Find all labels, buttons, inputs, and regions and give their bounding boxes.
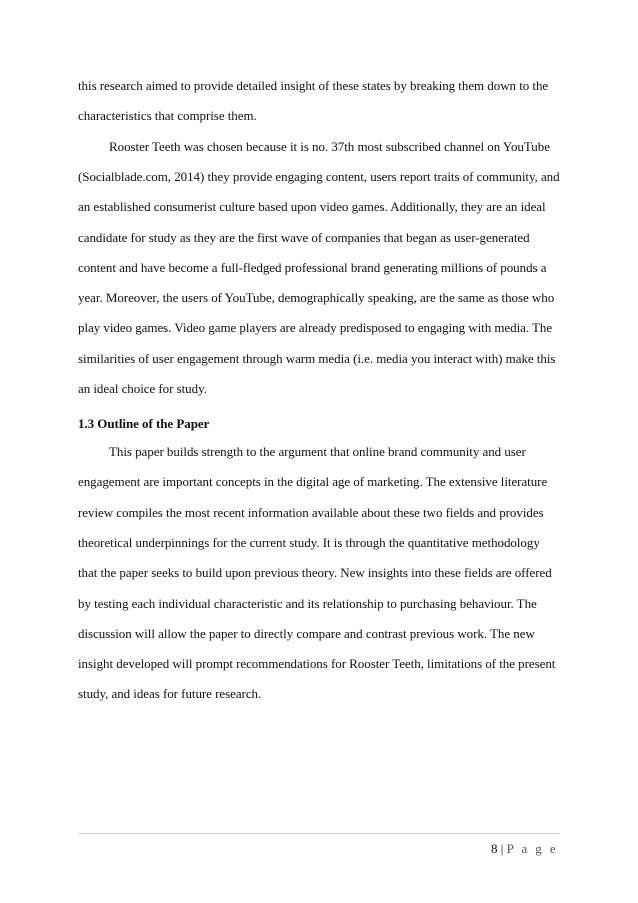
footer-divider bbox=[78, 833, 560, 834]
body-text-line: Rooster Teeth was chosen because it is no. 37th most subscribed channel on YouTube bbox=[109, 139, 550, 154]
body-text-line: content and have become a full-fledged professional brand generating millions of pounds a bbox=[78, 260, 547, 275]
section-heading: 1.3 Outline of the Paper bbox=[78, 416, 210, 431]
body-text-line: this research aimed to provide detailed insight of these states by breaking them down to the bbox=[78, 78, 549, 93]
body-text-line: an established consumerist culture based upon video games. Additionally, they are an ideal bbox=[78, 199, 546, 214]
body-text-line: engagement are important concepts in the digital age of marketing. The extensive literature bbox=[78, 474, 548, 489]
body-text-line: (Socialblade.com, 2014) they provide engaging content, users report traits of community, and bbox=[78, 169, 560, 184]
body-text-line: year. Moreover, the users of YouTube, demographically speaking, are the same as those who bbox=[78, 290, 555, 305]
body-text-line: This paper builds strength to the argument that online brand community and user bbox=[109, 444, 526, 459]
body-text-line: insight developed will prompt recommendations for Rooster Teeth, limitations of the present bbox=[78, 656, 556, 671]
body-text-line: by testing each individual characteristic and its relationship to purchasing behaviour. The bbox=[78, 596, 537, 611]
page-number: 8 bbox=[491, 841, 498, 856]
page-footer bbox=[491, 841, 558, 857]
body-text-line: review compiles the most recent information available about these two fields and provides bbox=[78, 505, 544, 520]
body-text-line: candidate for study as they are the first wave of companies that began as user-generated bbox=[78, 230, 530, 245]
footer-separator: | bbox=[500, 841, 504, 856]
body-text-line: play video games. Video game players are already predisposed to engaging with media. The bbox=[78, 320, 553, 335]
body-text-line: discussion will allow the paper to directly compare and contrast previous work. The new bbox=[78, 626, 535, 641]
body-text-line: that the paper seeks to build upon previous theory. New insights into these fields are offered bbox=[78, 565, 552, 580]
body-text-line: an ideal choice for study. bbox=[78, 381, 207, 396]
page-label: P a g e bbox=[506, 841, 558, 856]
body-text-line: study, and ideas for future research. bbox=[78, 686, 262, 701]
body-text-line: theoretical underpinnings for the current study. It is through the quantitative methodology bbox=[78, 535, 540, 550]
body-text-line: characteristics that comprise them. bbox=[78, 108, 257, 123]
body-text-line: similarities of user engagement through warm media (i.e. media you interact with) make this bbox=[78, 351, 556, 366]
